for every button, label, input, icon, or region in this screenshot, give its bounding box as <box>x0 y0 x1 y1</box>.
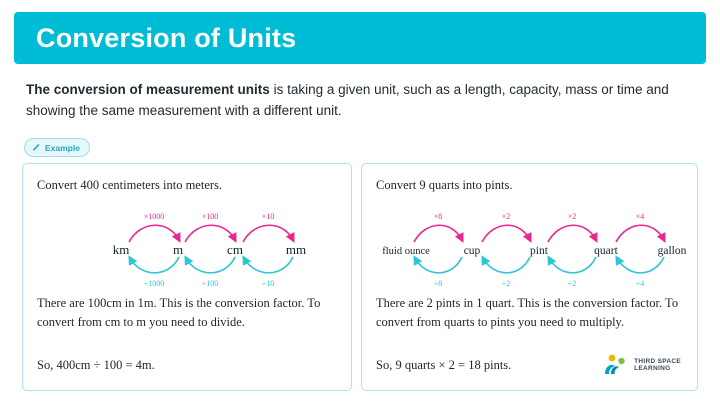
example-card-imperial <box>361 163 698 391</box>
example-result: So, 9 quarts × 2 = 18 pints. <box>376 358 512 372</box>
unit-label-2: cm <box>227 242 243 257</box>
arrow-label-top-1: ×100 <box>201 212 219 221</box>
unit-label-0: km <box>112 242 130 257</box>
logo-mark-icon <box>602 354 628 376</box>
unit-label-4: gallon <box>657 245 687 257</box>
intro-bold-lead: The conversion of measurement units <box>26 82 270 97</box>
unit-label-3: mm <box>285 242 307 257</box>
brand-logo <box>602 354 681 376</box>
arrow-label-bottom-1: ÷100 <box>201 279 219 288</box>
unit-label-2: pint <box>530 245 548 257</box>
example-prompt: Convert 9 quarts into pints. <box>376 178 513 192</box>
arrow-label-bottom-2: ÷10 <box>261 279 275 288</box>
arrow-label-top-1: ×2 <box>501 212 511 221</box>
example-explanation: There are 2 pints in 1 quart. This is the conversion factor. To convert from quarts to pints you need to multiply. <box>376 296 679 329</box>
arrow-label-bottom-2: ÷2 <box>567 279 577 288</box>
arrow-label-bottom-1: ÷2 <box>501 279 511 288</box>
arrow-label-top-2: ×2 <box>567 212 577 221</box>
example-badge <box>24 138 90 157</box>
unit-label-3: quart <box>594 245 618 257</box>
arrow-label-bottom-0: ÷8 <box>433 279 443 288</box>
unit-label-1: m <box>172 242 184 257</box>
unit-label-1: cup <box>463 245 481 257</box>
unit-label-0: fluid ounce <box>382 246 430 257</box>
page-header <box>14 12 706 64</box>
example-explanation: There are 100cm in 1m. This is the conversion factor. To convert from cm to m you need to divide. <box>37 296 321 329</box>
arrow-label-top-2: ×10 <box>261 212 275 221</box>
arrow-label-bottom-3: ÷4 <box>635 279 645 288</box>
example-result: So, 400cm ÷ 100 = 4m. <box>37 358 155 372</box>
example-prompt: Convert 400 centimeters into meters. <box>37 178 223 192</box>
arrow-label-top-0: ×8 <box>433 212 443 221</box>
pencil-icon <box>32 143 41 152</box>
page-title: Conversion of Units <box>36 22 297 53</box>
arrow-label-top-0: ×1000 <box>143 212 165 221</box>
example-card-metric <box>22 163 352 391</box>
arrow-label-top-3: ×4 <box>635 212 645 221</box>
intro-paragraph <box>26 80 688 122</box>
example-badge-label: Example <box>45 142 80 153</box>
examples-container <box>22 163 698 391</box>
arrow-label-bottom-0: ÷1000 <box>143 279 165 288</box>
conversion-diagram-metric <box>23 200 351 290</box>
conversion-diagram-imperial <box>362 200 697 290</box>
intro-rest: is taking a given unit, such as a length, capacity, mass or time and showing the same measurement with a different unit. <box>26 82 669 118</box>
logo-text <box>634 358 681 373</box>
logo-line-1: THIRD SPACE <box>634 357 681 365</box>
logo-line-2: LEARNING <box>634 365 671 372</box>
